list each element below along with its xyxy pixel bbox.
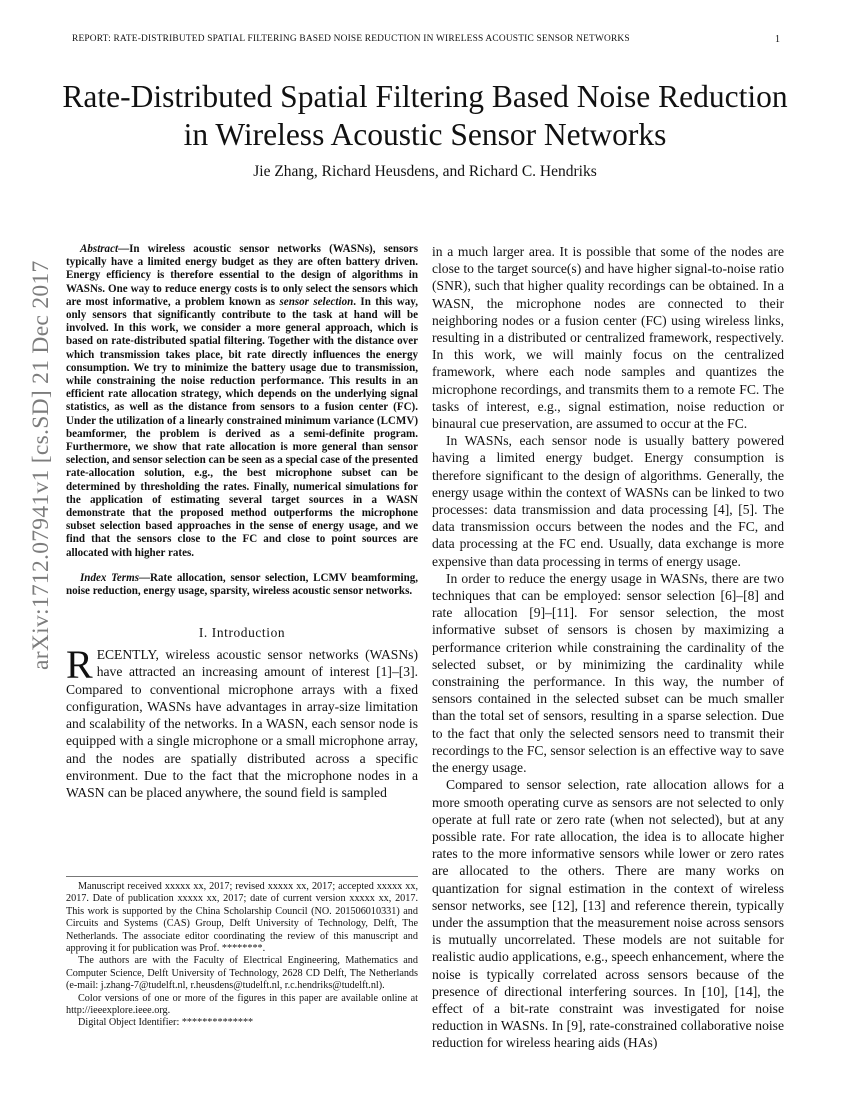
left-column bbox=[66, 243, 418, 801]
page-number: 1 bbox=[775, 34, 780, 45]
arxiv-identifier: arXiv:1712.07941v1 [cs.SD] 21 Dec 2017 bbox=[28, 260, 54, 670]
right-paragraph: In WASNs, each sensor node is usually battery powered having a limited energy budget. Energy consumption is therefore significant to the design of algorithms. Generally, the energy usage within the context of WASNs can be linked to two processes: data transmission and data processing [4], [5]. The data transmission occurs between the nodes and the FC, and data processing at the FC end. Usually, data exchange is more expensive than data processing in terms of energy usage. bbox=[432, 433, 784, 569]
right-paragraph: In order to reduce the energy usage in WASNs, there are two techniques that can be employed: sensor selection [6]–[8] and rate allocation [9]–[11]. For sensor selection, the most informative subset of sensors is chosen by maximizing a performance criterion while constraining the cardinality of the selected subset, or by minimizing the cardinality while constraining the performance. In this way, the number of sensors contained in the selected subset can be much smaller than the total set of sensors, resulting in a sparse selection. Due to the fact that only the selected sensors need to transmit their recordings to the FC, sensor selection is an effective way to save the energy usage. bbox=[432, 570, 784, 776]
footnotes bbox=[66, 876, 418, 1030]
abstract-emphasis: sensor selection bbox=[279, 295, 354, 308]
abstract-text-1: —In wireless acoustic sensor networks (WASNs), sensors typically have a limited energy budget as they are often battery driven. Energy efficiency is therefore essential to the design of algorithms in WASNs. One way to reduce energy costs is to only select the sensors which are most informative, a problem known as bbox=[66, 243, 418, 308]
intro-paragraph-text: ECENTLY, wireless acoustic sensor networks (WASNs) have attracted an increasing amount of interest [1]–[3]. Compared to conventional microphone arrays with a fixed configuration, WASNs have advantages in array-size limitation and scalability of the networks. In a WASN, each sensor node is equipped with a single microphone or a small microphone array, and the nodes are spatially distributed across a specific environment. Due to the fact that the microphone nodes in a WASN can be placed anywhere, the sound field is sampled bbox=[66, 647, 418, 800]
drop-cap: R bbox=[66, 642, 93, 688]
footnote-manuscript: Manuscript received xxxxx xx, 2017; revised xxxxx xx, 2017; accepted xxxxx xx, 2017. Date of publication xxxxx xx, 2017; date of current version xxxxx xx, 2017. This work is supported by the China Scholarship Council (NO. 201506010331) and Circuits and Systems (CAS) Group, Delft University of Technology, Delft, The Netherlands. The associate editor coordinating the review of this manuscript and approving it for publication was Prof. ********. bbox=[66, 881, 418, 955]
footnote-authors: The authors are with the Faculty of Electrical Engineering, Mathematics and Computer Science, Delft University of Technology, 2628 CD Delft, The Netherlands (e-mail: j.zhang-7@tudelft.nl, r.heusdens@tudelft.nl, r.c.hendriks@tudelft.nl). bbox=[66, 955, 418, 992]
right-paragraph: in a much larger area. It is possible that some of the nodes are close to the target source(s) and have higher signal-to-noise ratio (SNR), such that higher quality recordings can be obtained. In a WASN, the microphone nodes are connected to their neighboring nodes or a fusion center (FC) using wireless links, resulting in a distributed or centralized framework, respectively. In this work, we will mainly focus on the centralized framework, where each node samples and quantizes the microphone recordings, and transmits them to a remote FC. The tasks of interest, e.g., signal estimation, noise reduction or binaural cue preservation, are assumed to occur at the FC. bbox=[432, 244, 784, 432]
intro-paragraph bbox=[66, 642, 418, 801]
abstract bbox=[66, 243, 418, 560]
abstract-text-2: . In this way, only sensors that significantly contribute to the task at hand will be involved. In this work, we consider a more general approach, which is based on rate-distributed spatial filtering. Together with the distance over which transmission takes place, bit rate directly influences the energy consumption. We try to minimize the battery usage due to transmission, while constraining the noise reduction performance. This results in an efficient rate allocation strategy, which depends on the underlying signal statistics, as well as the distance from sensors to a fusion center (FC). Under the utilization of a linearly constrained minimum variance (LCMV) beamformer, the problem is derived as a semi-definite program. Furthermore, we show that rate allocation is more general than sensor selection, and sensor selection can be seen as a special case of the presented rate-allocation solution, e.g., the best microphone subset can be determined by thresholding the rates. Finally, numerical simulations for the application of estimating several target sources in a WASN demonstrate that the proposed method outperforms the microphone subset selection based approaches in the sense of energy usage, and we find that the sensors close to the FC and close to point sources are allocated with higher rates. bbox=[66, 295, 418, 559]
index-terms bbox=[66, 572, 418, 598]
running-head: REPORT: RATE-DISTRIBUTED SPATIAL FILTERING BASED NOISE REDUCTION IN WIRELESS ACOUSTIC SENSOR NETWORKS bbox=[72, 34, 630, 44]
footnote-doi: Digital Object Identifier: ************** bbox=[78, 1017, 254, 1029]
author-list: Jie Zhang, Richard Heusdens, and Richard C. Hendriks bbox=[253, 163, 597, 180]
index-terms-text: —Rate allocation, sensor selection, LCMV beamforming, noise reduction, energy usage, sparsity, wireless acoustic sensor networks. bbox=[66, 571, 419, 598]
right-paragraph: Compared to sensor selection, rate allocation allows for a more smooth operating curve as sensors are not selected to only operate at full rate or zero rate (when not selected), but at any possible rate. For rate allocation, the idea is to allocate higher rates to the more informative sensors while lower or zero rates are allocated to the others. There are many works on quantization for signal estimation in the context of wireless sensor networks, see [12], [13] and reference therein, typically under the assumption that the measurement noise across sensors is mutually uncorrelated. These models are not suitable for realistic audio applications, e.g., speech enhancement, where the noise is typically correlated across sensors because of the presence of directional interfering sources. In [10], [14], the effect of a bit-rate constraint was investigated for noise reduction in WASNs. In [9], rate-constrained collaborative noise reduction for wireless hearing aids (HAs) bbox=[432, 777, 784, 1051]
right-column bbox=[432, 243, 784, 1052]
index-terms-label: Index Terms bbox=[80, 571, 139, 584]
paper-title: Rate-Distributed Spatial Filtering Based Noise Reduction in Wireless Acoustic Sensor Networks bbox=[62, 79, 788, 152]
footnote-color: Color versions of one or more of the figures in this paper are available online at http://ieeexplore.ieee.org. bbox=[66, 992, 418, 1017]
section-heading-introduction: I. Introduction bbox=[198, 625, 286, 641]
abstract-label: Abstract bbox=[80, 243, 119, 255]
